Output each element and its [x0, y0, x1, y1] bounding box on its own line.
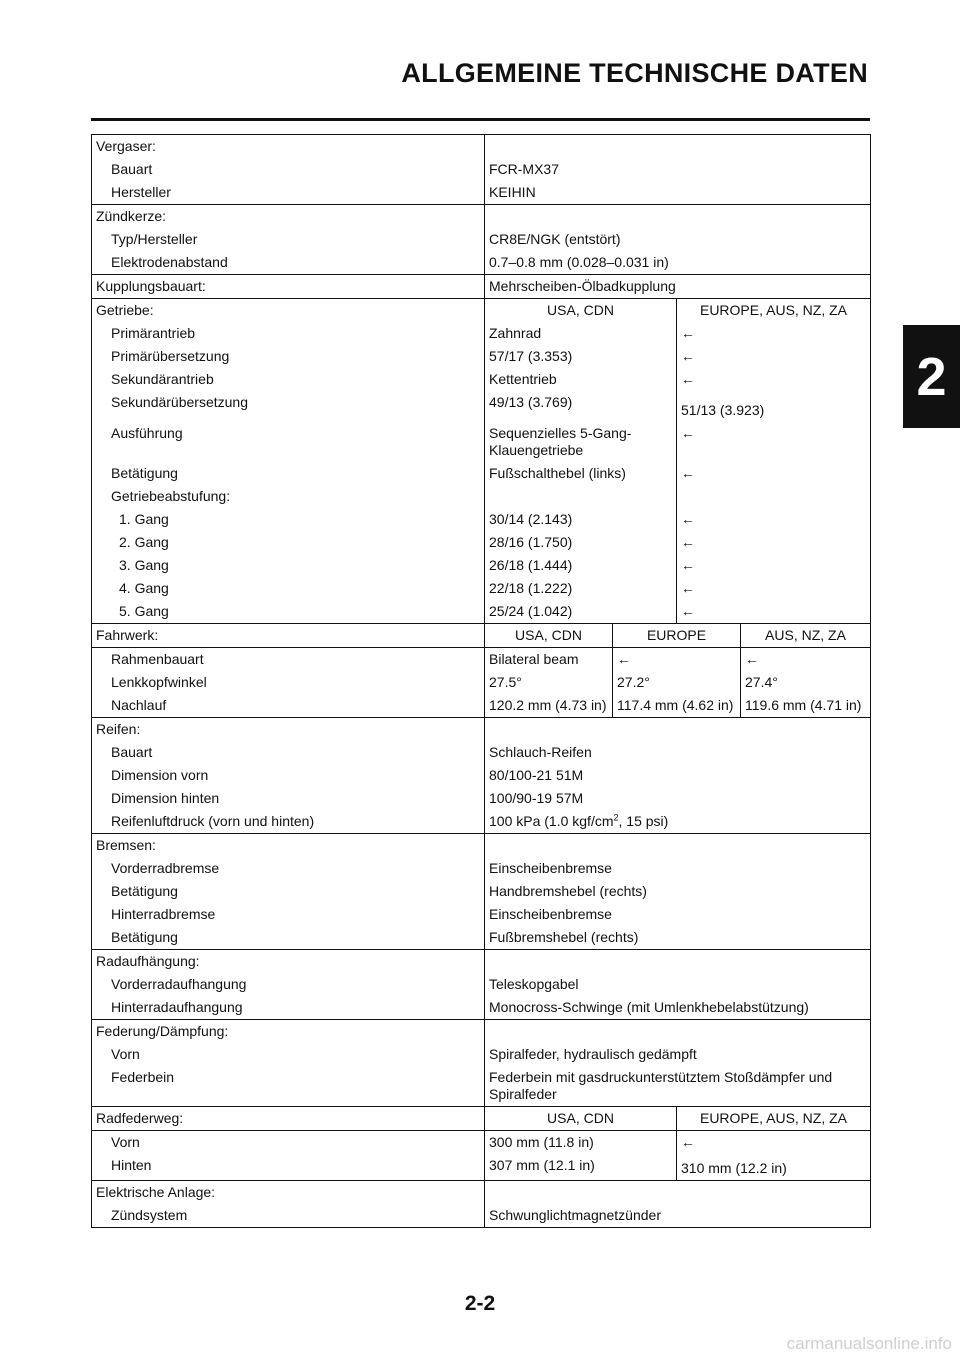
spec-label: 5. Gang — [92, 600, 485, 624]
spec-label: Betätigung — [92, 462, 485, 485]
column-header: USA, CDN — [485, 299, 677, 323]
spec-value: Einscheibenbremse — [485, 903, 871, 926]
spec-row — [92, 648, 871, 672]
spec-value: Bilateral beam — [485, 648, 613, 672]
section-title: Zündkerze: — [92, 205, 485, 229]
spec-value: 27.5° — [485, 671, 613, 694]
spec-label: Sekundärantrieb — [92, 368, 485, 391]
spec-value: 22/18 (1.222) — [485, 577, 677, 600]
spec-label: Zündsystem — [92, 1204, 485, 1228]
superscript: 2 — [613, 812, 619, 823]
section-header — [92, 135, 871, 159]
spec-value: ← — [677, 600, 871, 624]
spec-row — [92, 996, 871, 1020]
spec-value: Mehrscheiben-Ölbadkupplung — [485, 275, 871, 299]
spec-row — [92, 764, 871, 787]
spec-value: 120.2 mm (4.73 in) — [485, 694, 613, 718]
section-header — [92, 275, 871, 299]
spec-value: 51/13 (3.923) — [677, 391, 871, 422]
spec-value: Spiralfeder, hydraulisch gedämpft — [485, 1043, 871, 1066]
spec-value: ← — [741, 648, 871, 672]
spec-value: Kettentrieb — [485, 368, 677, 391]
section-header — [92, 1181, 871, 1205]
spec-row — [92, 973, 871, 996]
spec-value: 26/18 (1.444) — [485, 554, 677, 577]
section-title: Vergaser: — [92, 135, 485, 159]
section-header — [92, 718, 871, 742]
section-title: Reifen: — [92, 718, 485, 742]
spec-label: 1. Gang — [92, 508, 485, 531]
spec-label: Hersteller — [92, 181, 485, 205]
spec-row — [92, 1066, 871, 1107]
section-title: Kupplungsbauart: — [92, 275, 485, 299]
section-title: Getriebe: — [92, 299, 485, 323]
spec-value: Teleskopgabel — [485, 973, 871, 996]
section-title: Fahrwerk: — [92, 624, 485, 648]
spec-value: 310 mm (12.2 in) — [677, 1154, 871, 1181]
column-header: AUS, NZ, ZA — [741, 624, 871, 648]
spec-value: ← — [677, 1131, 871, 1155]
column-header: EUROPE — [613, 624, 741, 648]
spec-value: ← — [677, 322, 871, 345]
spec-row — [92, 694, 871, 718]
spec-label: Getriebeabstufung: — [92, 485, 485, 508]
spec-label: 2. Gang — [92, 531, 485, 554]
spec-row — [92, 462, 871, 485]
spec-label: Bauart — [92, 741, 485, 764]
spec-value: 25/24 (1.042) — [485, 600, 677, 624]
spec-value: FCR-MX37 — [485, 158, 871, 181]
spec-label: Vorderradbremse — [92, 857, 485, 880]
spec-label: Rahmenbauart — [92, 648, 485, 672]
section-header — [92, 950, 871, 974]
section-header — [92, 1020, 871, 1044]
spec-value: 27.2° — [613, 671, 741, 694]
section-title: Elektrische Anlage: — [92, 1181, 485, 1205]
section-header — [92, 205, 871, 229]
spec-row — [92, 1131, 871, 1155]
spec-value: ← — [677, 508, 871, 531]
spec-label: Sekundärübersetzung — [92, 391, 485, 422]
watermark: carmanualsonline.info — [786, 1334, 952, 1353]
spec-row — [92, 158, 871, 181]
section-header — [92, 299, 871, 323]
spec-value: Schlauch-Reifen — [485, 741, 871, 764]
spec-value: Fußbremshebel (rechts) — [485, 926, 871, 950]
spec-value: 27.4° — [741, 671, 871, 694]
spec-label: Dimension hinten — [92, 787, 485, 810]
pressure-value: 100 kPa (1.0 kgf/cm — [489, 813, 614, 829]
column-header: USA, CDN — [485, 624, 613, 648]
spec-row — [92, 391, 871, 422]
spec-value: Monocross-Schwinge (mit Umlenkhebelabstützung) — [485, 996, 871, 1020]
spec-value: ← — [677, 531, 871, 554]
spec-value: 119.6 mm (4.71 in) — [741, 694, 871, 718]
spec-row — [92, 251, 871, 275]
spec-value: Handbremshebel (rechts) — [485, 880, 871, 903]
spec-row — [92, 508, 871, 531]
column-header: EUROPE, AUS, NZ, ZA — [677, 1107, 871, 1131]
spec-row — [92, 422, 871, 462]
spec-row — [92, 880, 871, 903]
spec-label: Primärübersetzung — [92, 345, 485, 368]
spec-row — [92, 322, 871, 345]
column-header: USA, CDN — [485, 1107, 677, 1131]
spec-row — [92, 741, 871, 764]
spec-value: Zahnrad — [485, 322, 677, 345]
section-title: Radaufhängung: — [92, 950, 485, 974]
spec-value: ← — [677, 462, 871, 485]
spec-value: 307 mm (12.1 in) — [485, 1154, 677, 1181]
section-title: Bremsen: — [92, 834, 485, 858]
section-header — [92, 624, 871, 648]
spec-value: Schwunglichtmagnetzünder — [485, 1204, 871, 1228]
spec-row — [92, 1043, 871, 1066]
spec-value: ← — [677, 368, 871, 391]
spec-row — [92, 671, 871, 694]
page-title: ALLGEMEINE TECHNISCHE DATEN — [401, 58, 868, 88]
spec-value: ← — [613, 648, 741, 672]
spec-label: Ausführung — [92, 422, 485, 462]
spec-row — [92, 531, 871, 554]
spec-value: 57/17 (3.353) — [485, 345, 677, 368]
spec-label: Nachlauf — [92, 694, 485, 718]
spec-row — [92, 857, 871, 880]
spec-value: ← — [677, 577, 871, 600]
page-number: 2-2 — [464, 1292, 496, 1315]
spec-label: Primärantrieb — [92, 322, 485, 345]
spec-row — [92, 1154, 871, 1181]
spec-value: ← — [677, 345, 871, 368]
spec-label: Betätigung — [92, 880, 485, 903]
spec-row — [92, 485, 871, 508]
spec-value: 100/90-19 57M — [485, 787, 871, 810]
spec-value: Fußschalthebel (links) — [485, 462, 677, 485]
spec-label: Elektrodenabstand — [92, 251, 485, 275]
spec-value: 80/100-21 51M — [485, 764, 871, 787]
column-header: EUROPE, AUS, NZ, ZA — [677, 299, 871, 323]
spec-label: Federbein — [92, 1066, 485, 1107]
spec-row — [92, 181, 871, 205]
spec-label: 3. Gang — [92, 554, 485, 577]
section-title: Federung/Dämpfung: — [92, 1020, 485, 1044]
spec-value: 28/16 (1.750) — [485, 531, 677, 554]
spec-row — [92, 577, 871, 600]
pressure-value-tail: , 15 psi) — [618, 813, 669, 829]
spec-label: Hinten — [92, 1154, 485, 1181]
spec-value: 0.7–0.8 mm (0.028–0.031 in) — [485, 251, 871, 275]
title-rule — [91, 118, 870, 121]
spec-table — [91, 134, 871, 1228]
spec-row — [92, 345, 871, 368]
spec-value: 30/14 (2.143) — [485, 508, 677, 531]
spec-value: Federbein mit gasdruckunterstütztem Stoßdämpfer und Spiralfeder — [485, 1066, 871, 1107]
spec-row — [92, 787, 871, 810]
spec-row — [92, 810, 871, 834]
spec-value: ← — [677, 554, 871, 577]
spec-value: 300 mm (11.8 in) — [485, 1131, 677, 1155]
spec-label: Reifenluftdruck (vorn und hinten) — [92, 810, 485, 834]
spec-value: 117.4 mm (4.62 in) — [613, 694, 741, 718]
spec-label: Vorn — [92, 1043, 485, 1066]
spec-row — [92, 1204, 871, 1228]
spec-row — [92, 903, 871, 926]
spec-label: Hinterradaufhangung — [92, 996, 485, 1020]
spec-row — [92, 926, 871, 950]
spec-label: Hinterradbremse — [92, 903, 485, 926]
spec-row — [92, 368, 871, 391]
section-header — [92, 1107, 871, 1131]
spec-label: Dimension vorn — [92, 764, 485, 787]
chapter-tab: 2 — [903, 325, 960, 428]
spec-label: Betätigung — [92, 926, 485, 950]
spec-value: Einscheibenbremse — [485, 857, 871, 880]
spec-value: 49/13 (3.769) — [485, 391, 677, 422]
spec-label: Lenkkopfwinkel — [92, 671, 485, 694]
spec-value: Sequenzielles 5-Gang-Klauengetriebe — [485, 422, 677, 462]
spec-value: CR8E/NGK (entstört) — [485, 228, 871, 251]
spec-label: Vorn — [92, 1131, 485, 1155]
spec-label: 4. Gang — [92, 577, 485, 600]
spec-value: KEIHIN — [485, 181, 871, 205]
spec-row — [92, 554, 871, 577]
spec-label: Vorderradaufhangung — [92, 973, 485, 996]
spec-row — [92, 600, 871, 624]
spec-value — [485, 810, 871, 834]
spec-row — [92, 228, 871, 251]
spec-label: Typ/Hersteller — [92, 228, 485, 251]
spec-label: Bauart — [92, 158, 485, 181]
section-header — [92, 834, 871, 858]
section-title: Radfederweg: — [92, 1107, 485, 1131]
spec-value: ← — [677, 422, 871, 462]
